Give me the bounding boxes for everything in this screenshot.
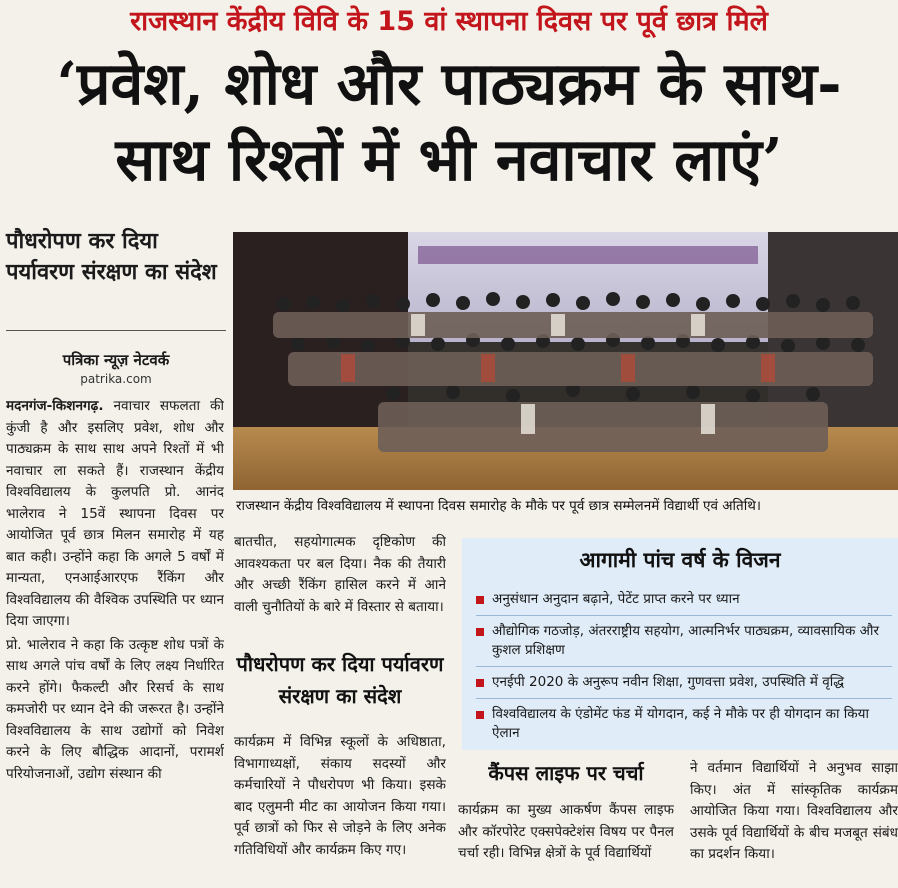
- side-headline: पौधरोपण कर दिया पर्यावरण संरक्षण का संदेश: [6, 229, 217, 285]
- square-bullet-icon: [476, 679, 484, 687]
- vision-box: [462, 538, 898, 750]
- article-column-3: [234, 732, 446, 888]
- paragraph-text: नवाचार सफलता की कुंजी है और इसलिए प्रवेश, शोध और पाठ्यक्रम के साथ साथ अपने रिश्तों में भी नवाचार ला सकते हैं। राजस्थान केंद्रीय विश्वविद्यालय के कुलपति प्रो. आनंद भालेराव ने 15वें स्थापना दिवस पर आयोजित पूर्व छात्र मिलन समारोह में यह बात कही। उन्होंने कहा कि अगले 5 वर्षों में मान्यता, एनआईआरएफ रैंकिंग और विश्वविद्यालय की वैश्विक उपस्थिति पर ध्यान दिया जाएगा।: [6, 398, 224, 629]
- photo-banner: [418, 246, 758, 264]
- article-column-1: [6, 396, 224, 888]
- subhead-plantation: पौधरोपण कर दिया पर्यावरण संरक्षण का संदेश: [236, 652, 444, 708]
- square-bullet-icon: [476, 628, 484, 636]
- paragraph: [6, 396, 224, 633]
- photo-crowd: [253, 284, 893, 464]
- vision-item: [476, 667, 892, 699]
- article-column-4: [458, 800, 674, 888]
- byline-site: patrika.com: [80, 372, 152, 386]
- subhead-campus: कैंपस लाइफ पर चर्चा: [488, 761, 644, 785]
- paragraph: बातचीत, सहयोगात्मक दृष्टिकोण की आवश्यकता पर बल दिया। नैक की तैयारी और अच्छी रैंकिंग हासिल करने में आने वाली चुनौतियों के बारे में विस्तार से बताया।: [234, 534, 446, 615]
- square-bullet-icon: [476, 711, 484, 719]
- headline-line-2: साथ रिश्तों में भी नवाचार लाएं’: [115, 125, 783, 194]
- main-headline: [0, 46, 898, 198]
- paragraph: ने वर्तमान विद्यार्थियों ने अनुभव साझा किए। अंत में सांस्कृतिक कार्यक्रम आयोजित किया गया। विश्वविद्यालय और उसके पूर्व विद्यार्थियों के बीच मजबूत संबंध का प्रदर्शन किया।: [690, 760, 898, 862]
- paragraph: प्रो. भालेराव ने कहा कि उत्कृष्ट शोध पत्रों के साथ अगले पांच वर्षों के लिए लक्ष्य निर्धारित करने होंगे। फैकल्टी और रिसर्च के साथ कमजोरी पर ध्यान देने की जरूरत है। उन्होंने विश्वविद्यालय के साथ उद्योगों को निवेश करने के लिए बौद्धिक आदानों, परामर्श परियोजनाओं, उद्योग संस्थान की: [6, 636, 224, 782]
- vision-item-text: अनुसंधान अनुदान बढ़ाने, पेटेंट प्राप्त करने पर ध्यान: [492, 591, 740, 607]
- vision-item: [476, 616, 892, 667]
- photo-caption: राजस्थान केंद्रीय विश्वविद्यालय में स्थापना दिवस समारोह के मौके पर पूर्व छात्र सम्मेलनमें विद्यार्थी एवं अतिथि।: [236, 498, 761, 514]
- vision-item-text: एनईपी 2020 के अनुरूप नवीन शिक्षा, गुणवत्ता प्रवेश, उपस्थिति में वृद्धि: [492, 674, 845, 690]
- square-bullet-icon: [476, 596, 484, 604]
- headline-line-1: ‘प्रवेश, शोध और पाठ्यक्रम के साथ-: [56, 49, 842, 118]
- vision-item-text: औद्योगिक गठजोड़, अंतरराष्ट्रीय सहयोग, आत्मनिर्भर पाठ्यक्रम, व्यावसायिक और कुशल प्रशिक्षण: [492, 623, 879, 658]
- vision-list: [476, 584, 892, 749]
- vision-box-title: आगामी पांच वर्ष के विजन: [579, 548, 781, 572]
- event-photo: [233, 232, 898, 490]
- vision-item: [476, 584, 892, 616]
- byline-name: पत्रिका न्यूज़ नेटवर्क: [62, 351, 170, 369]
- kicker-headline: राजस्थान केंद्रीय विवि के 15 वां स्थापना दिवस पर पूर्व छात्र मिले: [130, 6, 768, 37]
- paragraph: कार्यक्रम का मुख्य आकर्षण कैंपस लाइफ और कॉरपोरेट एक्सपेक्टेशंस विषय पर पैनल चर्चा रही। विभिन्न क्षेत्रों के पूर्व विद्यार्थियों: [458, 802, 674, 861]
- dateline: मदनगंज-किशनगढ़.: [6, 398, 104, 414]
- paragraph: कार्यक्रम में विभिन्न स्कूलों के अधिष्ठाता, विभागाध्यक्षों, संकाय सदस्यों और कर्मचारियों ने पौधरोपण भी किया। इसके बाद एलुमनी मीट का आयोजन किया गया। पूर्व छात्रों को फिर से जोड़ने के लिए अनेक गतिविधियों और कार्यक्रम किए गए।: [234, 734, 446, 858]
- vision-item-text: विश्वविद्यालय के एंडोमेंट फंड में योगदान, कई ने मौके पर ही योगदान का किया ऐलान: [492, 706, 869, 741]
- vision-item: [476, 699, 892, 749]
- divider: [6, 330, 226, 331]
- article-column-2: [234, 532, 446, 640]
- article-column-5: [690, 758, 898, 888]
